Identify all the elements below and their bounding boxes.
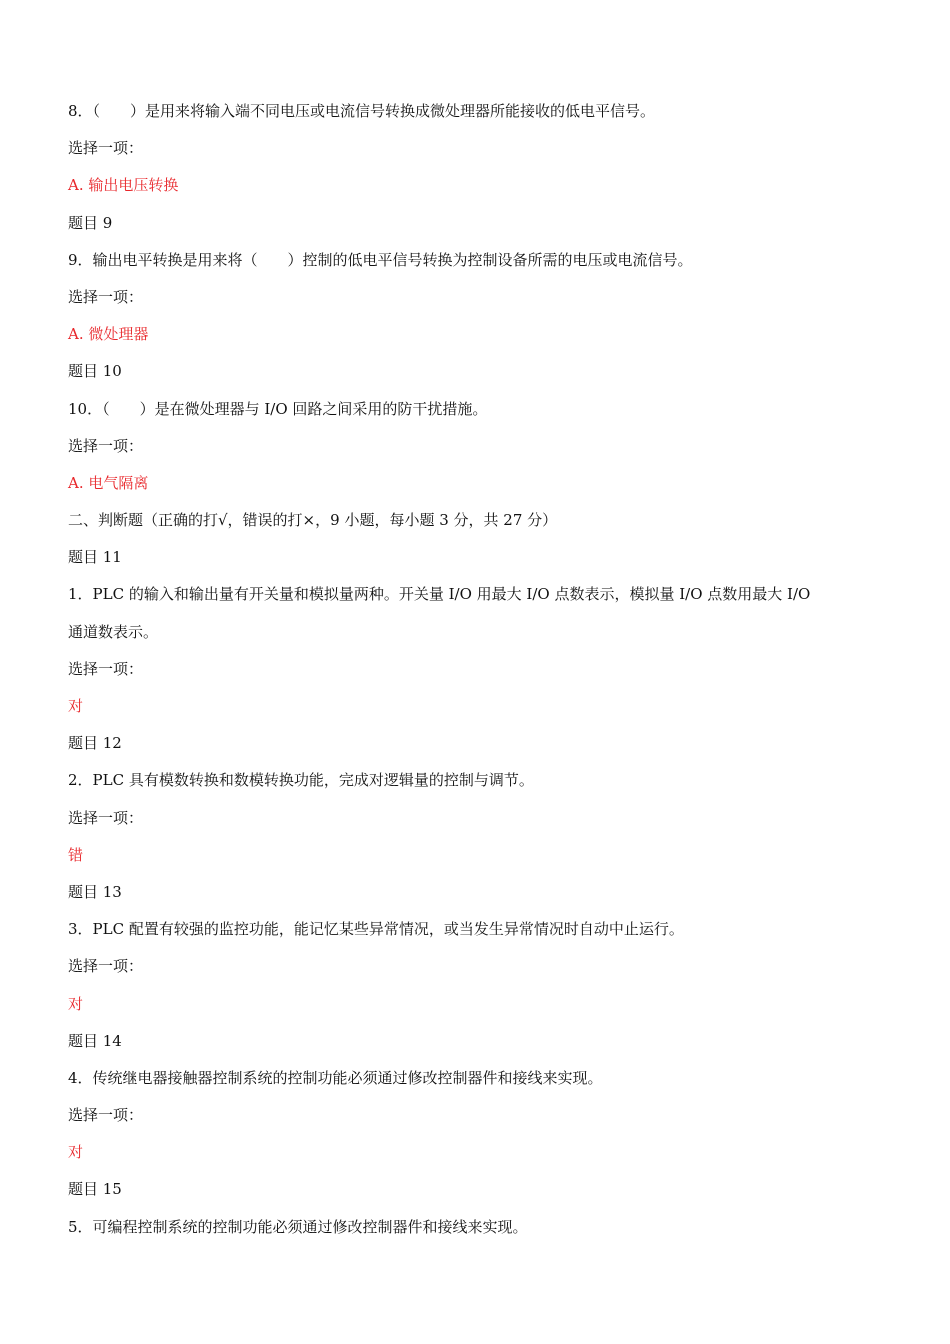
- question-12-text: 2．PLC 具有模数转换和数模转换功能，完成对逻辑量的控制与调节。: [68, 771, 534, 790]
- question-10-text: 10．（ ）是在微处理器与 I/O 回路之间采用的防干扰措施。: [68, 399, 488, 418]
- question-10-answer: A. 电气隔离: [68, 473, 149, 492]
- question-8-text: 8．（ ）是用来将输入端不同电压或电流信号转换成微处理器所能接收的低电平信号。: [68, 102, 656, 120]
- question-12-heading: 题目 12: [68, 734, 122, 753]
- question-10-prompt: 选择一项：: [68, 436, 144, 455]
- question-13-text: 3．PLC 配置有较强的监控功能，能记忆某些异常情况，或当发生异常情况时自动中止运行。: [68, 920, 684, 939]
- question-15-heading: 题目 15: [68, 1180, 122, 1199]
- question-14-heading: 题目 14: [68, 1031, 122, 1050]
- question-8-answer: A. 输出电压转换: [68, 176, 179, 195]
- question-9-answer: A. 微处理器: [68, 325, 149, 344]
- question-12-prompt: 选择一项：: [68, 808, 144, 827]
- question-11-text-line1: 1．PLC 的输入和输出量有开关量和模拟量两种。开关量 I/O 用最大 I/O 点数表示，模拟量 I/O 点数用最大 I/O: [68, 585, 811, 604]
- question-13-heading: 题目 13: [68, 882, 122, 901]
- question-11-answer: 对: [68, 697, 84, 715]
- question-14-text: 4．传统继电器接触器控制系统的控制功能必须通过修改控制器件和接线来实现。: [68, 1068, 603, 1087]
- question-10-heading: 题目 10: [68, 362, 122, 381]
- question-11-heading: 题目 11: [68, 548, 122, 567]
- question-11-text-line2: 通道数表示。: [68, 622, 159, 641]
- question-9-prompt: 选择一项：: [68, 287, 144, 306]
- question-15-text: 5．可编程控制系统的控制功能必须通过修改控制器件和接线来实现。: [68, 1217, 528, 1236]
- question-11-prompt: 选择一项：: [68, 659, 144, 678]
- question-13-prompt: 选择一项：: [68, 957, 144, 976]
- question-8-prompt: 选择一项：: [68, 139, 144, 158]
- question-14-prompt: 选择一项：: [68, 1106, 144, 1125]
- question-9-heading: 题目 9: [68, 213, 113, 232]
- question-14-answer: 对: [68, 1143, 84, 1162]
- question-13-answer: 对: [68, 994, 84, 1013]
- section-title-judgement: 二、判断题（正确的打√，错误的打×，9 小题，每小题 3 分，共 27 分）: [68, 511, 558, 530]
- document-page: [68, 93, 898, 1246]
- question-9-text: 9．输出电平转换是用来将（ ）控制的低电平信号转换为控制设备所需的电压或电流信号。: [68, 250, 693, 269]
- question-12-answer: 错: [68, 845, 84, 864]
